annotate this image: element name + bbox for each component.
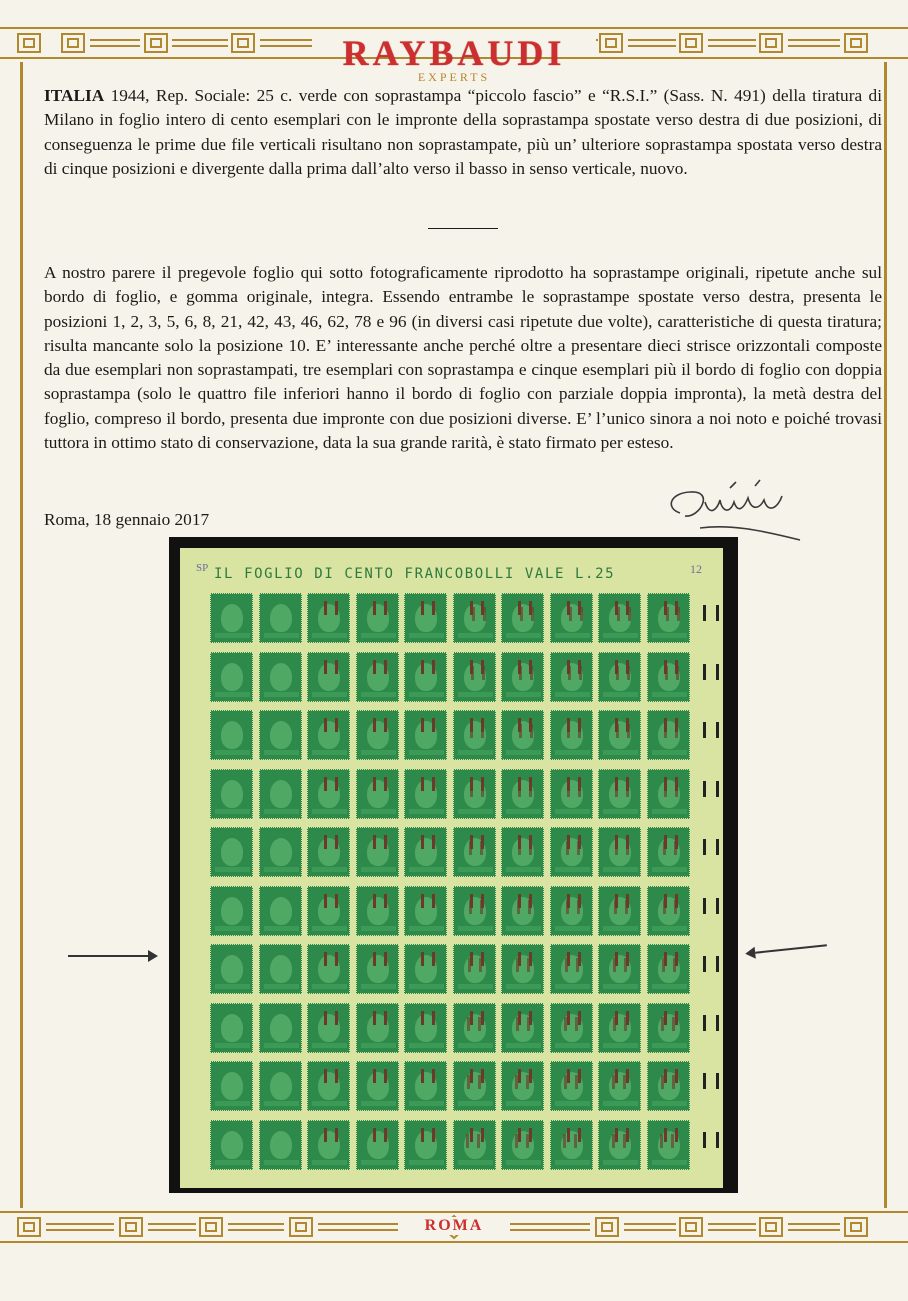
second-overprint-mark xyxy=(467,1017,481,1031)
second-overprint-mark xyxy=(661,1017,675,1031)
second-overprint-mark xyxy=(568,666,582,680)
overprint-mark xyxy=(421,835,435,849)
margin-overprint xyxy=(703,839,719,855)
overprint-mark xyxy=(324,777,338,791)
overprint-mark xyxy=(421,660,435,674)
footer-city: ROMA xyxy=(404,1217,504,1235)
second-overprint-mark xyxy=(469,841,483,855)
overprint-mark xyxy=(324,601,338,615)
certificate-description xyxy=(44,84,882,181)
overprint-mark xyxy=(421,1011,435,1025)
overprint-mark xyxy=(373,1128,387,1142)
margin-overprint xyxy=(703,1132,719,1148)
second-overprint-mark xyxy=(471,666,485,680)
overprint-mark xyxy=(324,952,338,966)
expert-opinion: A nostro parere il pregevole foglio qui sotto fotograficamente riprodotto ha soprastampe originali, ripetute anche sul bordo di foglio, e gomma originale, integra. Essendo entrambe le soprastampe spostate verso destra, presenta le posizioni 1, 2, 3, 5, 6, 8, 21, 42, 43, 46, 62, 78 e 96 (in diversi casi ripetute due volte), caratteristiche di questa tiratura; risulta mancante solo la posizione 10. E’ interessante anche perché oltre a presentare dieci strisce orizzontali composte da due esemplari non soprastampati, tre esemplari con soprastampa e cinque esemplari più il bordo di foglio con doppia soprastampa (solo le quattro file inferiori hanno il bordo di foglio con parziale doppia impronta), la metà destra del foglio, compreso il bordo, presenta due impronte con due posizioni diverse. E’ l’unico sinora a noi noto e poiché trovasi tuttora in ottimo stato di conservazione, data la sua grande rarità, è stato firmato per esteso. xyxy=(44,263,882,453)
overprint-mark xyxy=(373,718,387,732)
stamp xyxy=(210,1003,253,1053)
overprint-mark xyxy=(373,660,387,674)
stamp xyxy=(259,1061,302,1111)
stamp xyxy=(259,827,302,877)
stamp xyxy=(210,652,253,702)
second-overprint-mark xyxy=(519,666,533,680)
second-overprint-mark xyxy=(664,783,678,797)
margin-overprint xyxy=(703,664,719,680)
right-frame-line xyxy=(884,62,887,1208)
stamp xyxy=(259,710,302,760)
second-overprint-mark xyxy=(661,1075,675,1089)
overprint-mark xyxy=(324,718,338,732)
second-overprint-mark xyxy=(666,607,680,621)
second-overprint-mark xyxy=(517,900,531,914)
second-overprint-mark xyxy=(569,607,583,621)
brand-subtitle: EXPERTS xyxy=(417,70,491,84)
stamp xyxy=(259,593,302,643)
second-overprint-mark xyxy=(515,1134,529,1148)
second-overprint-mark xyxy=(660,1134,674,1148)
overprint-mark xyxy=(324,894,338,908)
brand-name: RAYBAUDI xyxy=(342,33,566,73)
second-overprint-mark xyxy=(616,724,630,738)
second-overprint-mark xyxy=(664,724,678,738)
second-overprint-mark xyxy=(566,900,580,914)
second-overprint-mark xyxy=(472,607,486,621)
overprint-mark xyxy=(373,601,387,615)
second-overprint-mark xyxy=(469,900,483,914)
stamp xyxy=(210,827,253,877)
stamp xyxy=(210,710,253,760)
section-divider xyxy=(428,228,498,229)
margin-overprint xyxy=(703,1073,719,1089)
second-overprint-mark xyxy=(613,1017,627,1031)
overprint-mark xyxy=(324,1128,338,1142)
second-overprint-mark xyxy=(520,607,534,621)
left-frame-line xyxy=(20,62,23,1208)
second-overprint-mark xyxy=(564,1017,578,1031)
raybaudi-logo xyxy=(318,34,590,85)
overprint-mark xyxy=(373,1011,387,1025)
second-overprint-mark xyxy=(615,783,629,797)
second-overprint-mark xyxy=(518,783,532,797)
sheet-number: 12 xyxy=(690,562,702,576)
stamp xyxy=(259,769,302,819)
margin-overprint xyxy=(703,956,719,972)
description-text: 1944, Rep. Sociale: 25 c. verde con soprastampa “piccolo fascio” e “R.S.I.” (Sass. N. 491) della tiratura di Milano in foglio intero di cento esemplari con le impronte della soprastampa spostate verso destra di due posizioni, di conseguenza le prime due file verticali risultano non soprastampate, più un’ ulteriore soprastampa spostata verso destra di cinque posizioni e divergente dalla prima dall’alto verso il basso in senso verticale, nuovo. xyxy=(44,86,882,178)
stamp xyxy=(210,593,253,643)
second-overprint-mark xyxy=(468,958,482,972)
second-overprint-mark xyxy=(516,958,530,972)
overprint-mark xyxy=(421,1069,435,1083)
second-overprint-mark xyxy=(615,841,629,855)
margin-overprint xyxy=(703,722,719,738)
second-overprint-mark xyxy=(466,1134,480,1148)
country-label: ITALIA xyxy=(44,86,105,105)
overprint-mark xyxy=(324,1069,338,1083)
overprint-mark xyxy=(421,718,435,732)
stamp xyxy=(210,1061,253,1111)
second-overprint-mark xyxy=(616,666,630,680)
second-overprint-mark xyxy=(565,958,579,972)
overprint-mark xyxy=(421,952,435,966)
second-overprint-mark xyxy=(663,841,677,855)
stamp xyxy=(210,1120,253,1170)
stamp xyxy=(259,652,302,702)
margin-overprint xyxy=(703,605,719,621)
overprint-mark xyxy=(324,1011,338,1025)
second-overprint-mark xyxy=(470,783,484,797)
overprint-mark xyxy=(324,835,338,849)
overprint-mark xyxy=(421,894,435,908)
overprint-mark xyxy=(373,1069,387,1083)
sheet-corner-mark: SP xyxy=(196,562,209,574)
second-overprint-mark xyxy=(662,958,676,972)
stamp xyxy=(210,944,253,994)
overprint-mark xyxy=(421,1128,435,1142)
overprint-mark xyxy=(373,952,387,966)
second-overprint-mark xyxy=(567,783,581,797)
stamp xyxy=(259,1003,302,1053)
margin-overprint xyxy=(703,1015,719,1031)
margin-overprint xyxy=(703,898,719,914)
second-overprint-mark xyxy=(613,958,627,972)
second-overprint-mark xyxy=(617,607,631,621)
second-overprint-mark xyxy=(614,900,628,914)
overprint-mark xyxy=(421,601,435,615)
stamp xyxy=(210,886,253,936)
overprint-mark xyxy=(373,777,387,791)
second-overprint-mark xyxy=(663,900,677,914)
sheet-paper xyxy=(180,548,723,1188)
second-overprint-mark xyxy=(665,666,679,680)
stamp xyxy=(210,769,253,819)
second-overprint-mark xyxy=(515,1075,529,1089)
second-overprint-mark xyxy=(518,841,532,855)
overprint-mark xyxy=(373,835,387,849)
margin-overprint xyxy=(703,781,719,797)
second-overprint-mark xyxy=(612,1134,626,1148)
stamp-sheet-photo xyxy=(169,537,738,1193)
place-date: Roma, 18 gennaio 2017 xyxy=(44,510,210,529)
second-overprint-mark xyxy=(519,724,533,738)
overprint-mark xyxy=(421,777,435,791)
right-arrow-icon xyxy=(755,944,827,954)
stamp xyxy=(259,1120,302,1170)
second-overprint-mark xyxy=(566,841,580,855)
second-overprint-mark xyxy=(563,1134,577,1148)
stamp xyxy=(259,886,302,936)
left-arrow-icon xyxy=(68,955,148,957)
second-overprint-mark xyxy=(612,1075,626,1089)
overprint-mark xyxy=(373,894,387,908)
second-overprint-mark xyxy=(564,1075,578,1089)
second-overprint-mark xyxy=(470,724,484,738)
second-overprint-mark xyxy=(516,1017,530,1031)
second-overprint-mark xyxy=(467,1075,481,1089)
overprint-mark xyxy=(324,660,338,674)
stamp xyxy=(259,944,302,994)
second-overprint-mark xyxy=(567,724,581,738)
sheet-margin-inscription: IL FOGLIO DI CENTO FRANCOBOLLI VALE L.25 xyxy=(214,566,616,582)
